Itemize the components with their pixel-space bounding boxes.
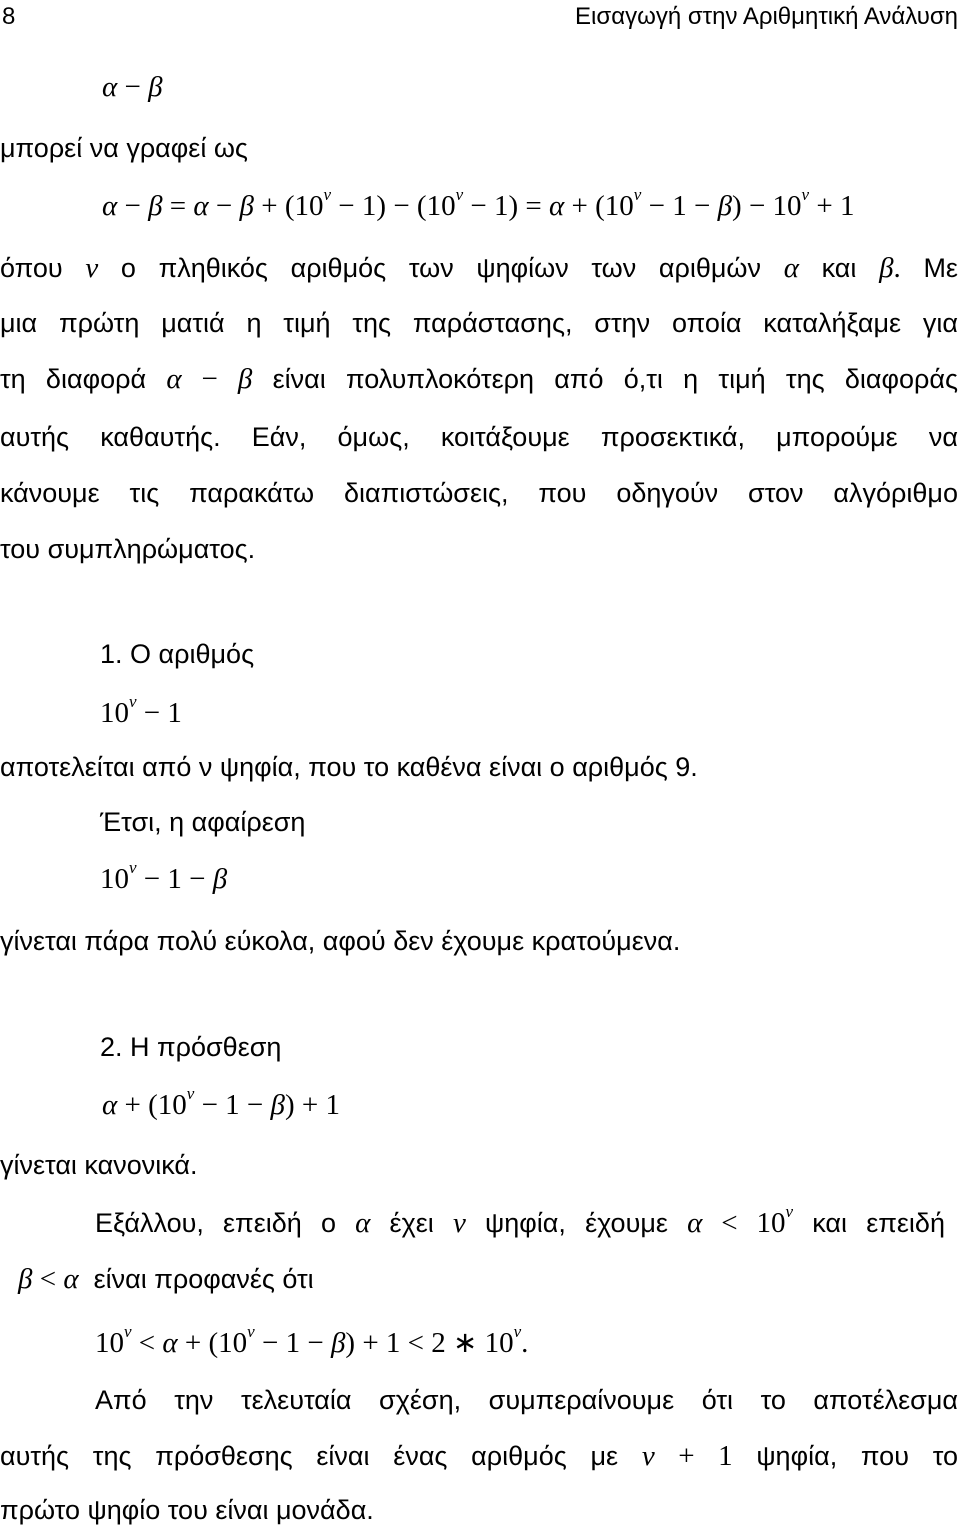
- text-span: ψηφία, έχουμε: [485, 1208, 668, 1238]
- math-symbol: β: [330, 1327, 346, 1359]
- math-symbol: α: [783, 252, 799, 284]
- math-symbol: 10: [100, 697, 129, 729]
- text-span: και: [821, 253, 857, 283]
- math-symbol: β: [239, 190, 254, 222]
- math-symbol: 1: [225, 1089, 240, 1121]
- text-span: ψηφία, που το: [756, 1441, 959, 1471]
- math-exponent: ν: [513, 1322, 522, 1342]
- paragraph-line-3: [0, 362, 958, 396]
- math-symbol: +: [678, 1440, 695, 1472]
- math-exponent: ν: [247, 1322, 255, 1342]
- math-symbol: 1: [167, 697, 182, 729]
- math-symbol: −: [124, 71, 141, 103]
- math-exponent: ν: [186, 1084, 195, 1104]
- formula-bounds: [95, 1322, 529, 1360]
- math-symbol: −: [470, 190, 487, 222]
- text-span: ο πληθικός αριθμός των ψηφίων των αριθμών: [120, 253, 762, 283]
- item-1-result: γίνεται πάρα πολύ εύκολα, αφού δεν έχουμε κρατούμενα.: [0, 926, 681, 956]
- math-symbol: 1: [361, 190, 377, 222]
- item-2-title: 2. Η πρόσθεση: [100, 1032, 282, 1062]
- text-span: είναι πολυπλοκότερη από ό,τι η τιμή της διαφοράς: [272, 364, 958, 394]
- math-symbol: −: [201, 1089, 218, 1121]
- math-exponent: ν: [633, 185, 642, 205]
- formula-nu-plus-one: [642, 1440, 733, 1472]
- math-symbol: 10: [100, 863, 129, 895]
- math-symbol: −: [246, 1089, 264, 1121]
- math-symbol: −: [748, 190, 766, 222]
- paragraph-line-1: [0, 251, 958, 285]
- math-symbol: ): [284, 1089, 295, 1121]
- math-symbol: ): [732, 190, 742, 222]
- math-symbol: α: [102, 71, 118, 103]
- math-symbol: −: [124, 190, 141, 222]
- text-span: είναι προφανές ότι: [93, 1264, 314, 1294]
- formula-alpha-minus-beta: [102, 70, 163, 104]
- math-exponent: ν: [455, 185, 464, 205]
- math-symbol: 1: [494, 190, 509, 222]
- math-symbol: 10: [426, 190, 456, 222]
- math-symbol: +: [301, 1089, 319, 1121]
- math-exponent: ν: [785, 1202, 794, 1222]
- item-1-subtraction-label: Έτσι, η αφαίρεση: [100, 807, 306, 837]
- item-1-description: αποτελείται από ν ψηφία, που το καθένα είναι ο αριθμός 9.: [0, 752, 698, 782]
- math-symbol: ν: [85, 252, 99, 284]
- math-exponent: ν: [129, 858, 137, 878]
- math-symbol: <: [39, 1263, 57, 1295]
- math-symbol: 1: [167, 863, 182, 895]
- math-symbol: −: [215, 190, 233, 222]
- text-line: μπορεί να γραφεί ως: [0, 133, 248, 163]
- math-symbol: β: [212, 863, 228, 895]
- math-symbol: β: [18, 1263, 33, 1295]
- math-symbol: 10: [157, 1089, 187, 1121]
- math-symbol: 1: [285, 1327, 301, 1359]
- math-symbol: α: [549, 190, 565, 222]
- math-symbol: ): [508, 190, 519, 222]
- math-symbol: ): [376, 190, 387, 222]
- final-line-1: Από την τελευταία σχέση, συμπεραίνουμε ότι το αποτέλεσμα: [95, 1385, 958, 1415]
- formula-complement-identity: [102, 185, 855, 223]
- text-span: έχει: [389, 1208, 434, 1238]
- math-symbol: α: [63, 1263, 79, 1295]
- math-symbol: −: [648, 190, 665, 222]
- math-symbol: −: [693, 190, 711, 222]
- obvious-line: [18, 1262, 314, 1296]
- text-span: όπου: [0, 253, 63, 283]
- formula-addition: [102, 1084, 341, 1122]
- final-line-2: [0, 1439, 958, 1473]
- paragraph-line-5: κάνουμε τις παρακάτω διαπιστώσεις, που οδηγούν στον αλγόριθμο: [0, 478, 958, 508]
- text-span: Εξάλλου, επειδή ο: [95, 1208, 336, 1238]
- math-symbol: =: [525, 190, 542, 222]
- math-symbol: (: [208, 1327, 219, 1359]
- math-symbol: 1: [325, 1089, 341, 1121]
- math-symbol: −: [393, 190, 410, 222]
- math-symbol: α: [102, 190, 118, 222]
- text-span: τη διαφορά: [0, 364, 147, 394]
- math-symbol: .: [893, 252, 901, 284]
- page-number: 8: [2, 3, 16, 30]
- math-symbol: 10: [772, 190, 802, 222]
- math-symbol: 10: [484, 1327, 514, 1359]
- math-symbol: −: [261, 1327, 279, 1359]
- math-exponent: ν: [323, 185, 332, 205]
- math-symbol: β: [148, 190, 163, 222]
- math-symbol: (: [595, 190, 605, 222]
- item-1-title: 1. Ο αριθμός: [100, 639, 255, 669]
- math-symbol: −: [201, 363, 218, 395]
- math-symbol: (: [284, 190, 295, 222]
- formula-beta-less-alpha: [18, 1263, 79, 1295]
- math-symbol: ∗: [453, 1327, 478, 1359]
- math-symbol: β: [148, 71, 163, 103]
- math-symbol: −: [307, 1327, 324, 1359]
- text-span: αυτής της πρόσθεσης είναι ένας αριθμός με: [0, 1441, 619, 1471]
- math-symbol: α: [166, 363, 182, 395]
- text-span: Με: [923, 253, 958, 283]
- math-symbol: α: [355, 1207, 371, 1239]
- math-symbol: ν: [452, 1207, 466, 1239]
- math-exponent: ν: [124, 1322, 132, 1342]
- math-symbol: 10: [604, 190, 634, 222]
- math-symbol: β: [237, 363, 253, 395]
- math-symbol: 1: [839, 190, 855, 222]
- math-symbol: .: [521, 1327, 529, 1359]
- math-symbol: <: [721, 1207, 738, 1239]
- formula-ten-pow-nu-minus-one: [100, 692, 182, 730]
- math-symbol: 1: [385, 1327, 401, 1359]
- math-symbol: =: [169, 190, 187, 222]
- math-symbol: 2: [431, 1327, 446, 1359]
- formula-inline-diff: [166, 363, 252, 395]
- math-symbol: ν: [641, 1440, 655, 1472]
- item-2-result: γίνεται κανονικά.: [0, 1150, 198, 1180]
- math-symbol: α: [162, 1327, 178, 1359]
- math-symbol: −: [143, 697, 161, 729]
- math-symbol: <: [407, 1327, 425, 1359]
- math-exponent: ν: [801, 185, 810, 205]
- formula-complement-of-beta: [100, 858, 228, 896]
- formula-alpha-less-ten-pow-nu: [687, 1202, 794, 1239]
- math-symbol: +: [362, 1327, 379, 1359]
- math-symbol: <: [138, 1327, 156, 1359]
- math-symbol: +: [261, 190, 278, 222]
- math-symbol: −: [338, 190, 355, 222]
- math-symbol: +: [124, 1089, 141, 1121]
- math-symbol: +: [571, 190, 588, 222]
- math-symbol: 1: [718, 1440, 733, 1472]
- text-span: και επειδή: [812, 1208, 945, 1238]
- math-symbol: ): [345, 1327, 356, 1359]
- paragraph-line-4: αυτής καθαυτής. Εάν, όμως, κοιτάξουμε προσεκτικά, μπορούμε να: [0, 422, 958, 452]
- math-symbol: 10: [218, 1327, 248, 1359]
- math-symbol: +: [184, 1327, 202, 1359]
- math-symbol: α: [193, 190, 209, 222]
- math-exponent: ν: [129, 692, 137, 712]
- math-symbol: β: [717, 190, 733, 222]
- running-header-title: Εισαγωγή στην Αριθμητική Ανάλυση: [575, 3, 958, 30]
- paragraph-line-6: του συμπληρώματος.: [0, 534, 256, 564]
- math-symbol: 10: [294, 190, 324, 222]
- paragraph-line-2: μια πρώτη ματιά η τιμή της παράστασης, στην οποία καταλήξαμε για: [0, 308, 958, 338]
- final-line-3: πρώτο ψηφίο του είναι μονάδα.: [0, 1495, 374, 1525]
- math-symbol: β: [879, 252, 894, 284]
- math-symbol: α: [687, 1207, 703, 1239]
- math-symbol: α: [102, 1089, 118, 1121]
- math-symbol: −: [189, 863, 206, 895]
- math-symbol: 10: [95, 1327, 124, 1359]
- math-symbol: (: [148, 1089, 158, 1121]
- math-symbol: −: [143, 863, 161, 895]
- besides-line: [95, 1202, 945, 1240]
- math-symbol: +: [816, 190, 833, 222]
- math-symbol: (: [416, 190, 427, 222]
- math-symbol: 10: [756, 1207, 786, 1239]
- math-symbol: β: [270, 1089, 285, 1121]
- math-symbol: 1: [672, 190, 687, 222]
